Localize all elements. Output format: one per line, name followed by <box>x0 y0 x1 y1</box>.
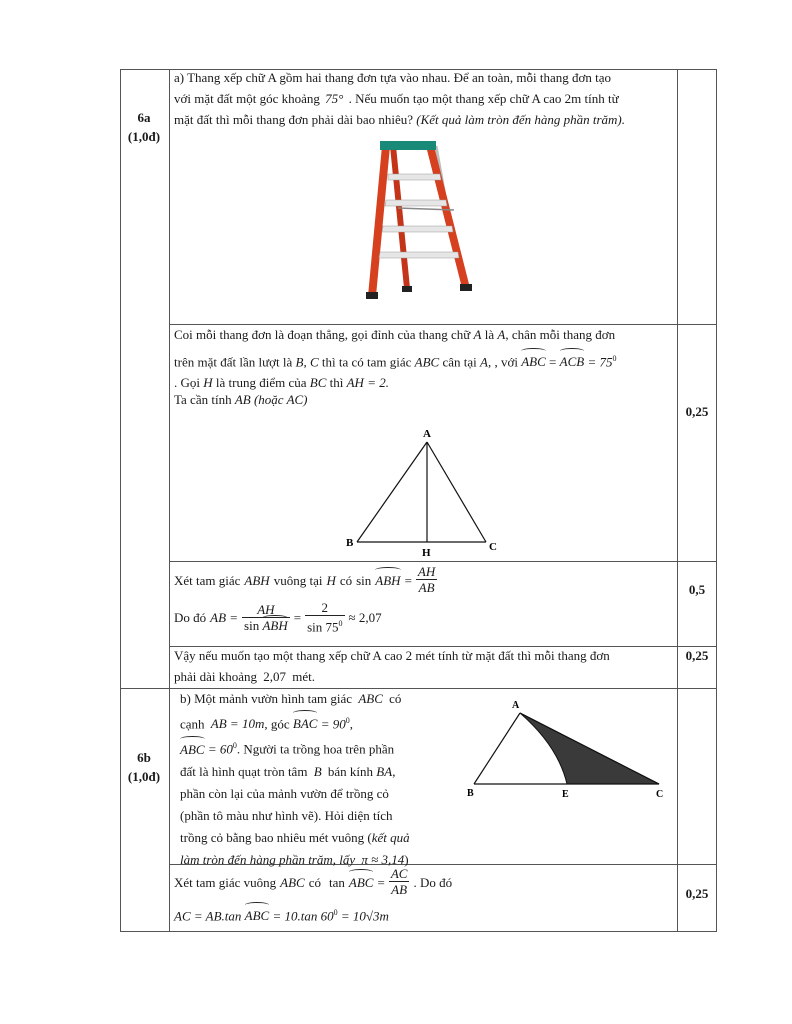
fig-c-label: C <box>656 789 664 800</box>
row-label-6b <box>120 748 168 786</box>
vertex-b-label: B <box>346 537 354 549</box>
bsol-den: AB <box>391 882 408 897</box>
bsol-t1: Xét tam giác vuông <box>174 874 277 890</box>
sol2-fraction-2 <box>242 602 290 634</box>
row-label-6b-id: 6b <box>137 750 151 765</box>
q-line-2 <box>174 88 674 109</box>
bsol-line-2: AC = AB.tan ABC = 10.tan $60^0 = 10√3m$ <box>174 902 674 926</box>
sol1-sym-BC: B, C <box>295 354 319 370</box>
sol2-AB: AB = <box>210 610 239 626</box>
bsol-l2a: AC = AB.tan <box>174 908 242 924</box>
point-h-label: H <box>422 547 431 559</box>
sol2-fraction-3 <box>305 600 344 635</box>
sol2-eq2: = <box>293 610 302 626</box>
part-a-question <box>174 67 674 130</box>
sol1-t9: thì <box>329 375 344 391</box>
b-line-8: làm tròn đến hàng phần trăm, lấy π ≈ 3,14) <box>180 851 409 867</box>
sol2-fraction <box>416 564 437 596</box>
b-line-3: ABC = $60^0$. Người ta trồng hoa trên phần <box>180 735 460 760</box>
sol2-num2: AH <box>242 602 290 618</box>
sol1-t3: trên mặt đất lần lượt là <box>174 354 293 370</box>
table-border-bottom <box>120 931 717 932</box>
sol1-line-2: trên mặt đất lần lượt là B, C thì ta có tam giác ABC cân tại A, , với ABC = ACB = $75^0$ <box>174 348 674 372</box>
part-b-question <box>180 688 460 871</box>
sol2-den3: $\sin 75^0$ <box>307 619 343 635</box>
sol1-t10: Ta cần tính <box>174 392 232 408</box>
sol2-eq: = <box>404 572 412 588</box>
sol1-sym-BC2: BC <box>309 375 327 391</box>
q-line-3-italic: (Kết quả làm tròn đến hàng phần trăm). <box>416 112 625 127</box>
sol1-sym-A2: A <box>497 327 506 342</box>
row-label-6a-points: (1,0đ) <box>127 129 161 144</box>
part-a-conclusion <box>174 645 674 687</box>
b-line-6: (phần tô màu như hình vẽ). Hỏi diện tích <box>180 807 393 823</box>
score-b-1: 0,25 <box>685 886 709 901</box>
bsol-num: AC <box>390 866 408 881</box>
concl-val: 2,07 <box>263 669 287 684</box>
sol1-line-1 <box>174 324 674 345</box>
row-label-6b-points: (1,0đ) <box>127 769 161 784</box>
sol1-t4: thì ta có tam giác <box>321 354 412 370</box>
q-line-3 <box>174 109 674 130</box>
b-B: B <box>313 763 322 779</box>
sol2-den2-sin: sin <box>244 617 260 633</box>
part-a-solution-2 <box>174 564 674 635</box>
sol2-num3: 2 <box>305 600 344 616</box>
fig-a-label: A <box>512 700 520 711</box>
sol2-t4: Do đó <box>174 610 207 626</box>
b-bac: BAC <box>293 713 318 735</box>
b-BA: BA <box>376 763 393 779</box>
bsol-ang: ABC <box>349 872 374 893</box>
side-ab <box>357 442 427 542</box>
col-line-1 <box>169 69 170 932</box>
sol1-angle-abc: ABC <box>521 351 546 372</box>
fig-b-label: B <box>467 788 474 799</box>
b-q7: trồng cỏ bằng bao nhiêu mét vuông ( <box>180 829 372 845</box>
sol2-tri: ABH <box>244 572 270 588</box>
sol2-num: AH <box>417 564 436 579</box>
part-a-solution-1 <box>174 324 674 410</box>
sol2-H: H <box>326 572 336 588</box>
b-q2a: cạnh <box>180 716 205 732</box>
side-ac <box>427 442 486 542</box>
ladder-image <box>358 138 480 300</box>
sol1-sym-H: H <box>203 375 213 391</box>
score-a-2: 0,5 <box>688 582 706 597</box>
sol2-angle-abh: ABH <box>375 570 400 591</box>
concl-t2: mét. <box>292 669 316 684</box>
b-q1b: có <box>389 691 402 706</box>
sol1-t6: , với <box>494 354 518 370</box>
b-abc-ang: ABC <box>180 739 205 761</box>
sector-figure <box>462 696 672 806</box>
sol1-eq75: = 75 <box>587 354 613 370</box>
sol1-t0: Coi mỗi thang đơn là đoạn thẳng, gọi đỉnh của thang chữ <box>174 327 471 342</box>
row-label-6a <box>120 108 168 146</box>
bsol-tan: tan <box>329 874 345 890</box>
sol1-angle-acb: ACB <box>560 351 585 372</box>
sol1-t5: cân tại <box>442 354 477 370</box>
vertex-a-label: A <box>423 428 431 440</box>
sol2-approx: ≈ 2,07 <box>348 610 382 626</box>
sol2-t2: vuông tại <box>273 572 323 588</box>
vertex-c-label: C <box>489 541 497 553</box>
sol1-t2: , chân mỗi thang đơn <box>505 327 616 342</box>
b-abc: ABC <box>358 691 383 706</box>
q-line-2-text-b: . Nếu muốn tạo một thang xếp chữ A cao 2m tính từ <box>348 91 619 106</box>
b-line-4: đất là hình quạt tròn tâm B bán kính BA, <box>180 763 396 779</box>
side-ba <box>474 713 520 784</box>
sol1-sym-ABC: ABC <box>414 354 440 370</box>
sol1-sym-A3: A, <box>480 354 492 370</box>
sol1-t7: . Gọi <box>174 375 200 391</box>
q-line-3-text: mặt đất thì mỗi thang đơn phải dài bao nhiêu? <box>174 112 414 127</box>
b-q8i: làm tròn đến hàng phần trăm, lấy <box>180 851 356 867</box>
sol1-sym-AB: AB (hoặc AC) <box>234 392 308 408</box>
bsol-l2c: = 10.tan 60 <box>272 908 334 924</box>
sol1-line-4 <box>174 389 674 410</box>
sol1-deg: 0 <box>612 354 617 363</box>
part-b-solution <box>174 866 674 926</box>
concl-line-1: Vậy nếu muốn tạo một thang xếp chữ A cao 2 mét tính từ mặt đất thì mỗi thang đơn <box>174 648 610 663</box>
concl-line-2 <box>174 666 674 687</box>
bsol-line-1: Xét tam giác vuông ABC có tan ABC = $\frac{AC}{AB}$ . Do đó <box>174 866 453 897</box>
sol1-sym-AH2: AH = 2. <box>346 375 389 391</box>
b-q1: b) Một mảnh vườn hình tam giác <box>180 691 353 706</box>
sol1-t8: là trung điểm của <box>215 375 307 391</box>
col-line-right <box>716 69 717 932</box>
bsol-abc: ABC <box>280 874 305 890</box>
b-line-2: cạnh AB = 10m, góc BAC = $90^0$, <box>180 710 460 735</box>
q-angle: 75° <box>325 91 344 106</box>
fig-e-label: E <box>562 789 569 800</box>
bsol-t3: . Do đó <box>413 874 453 890</box>
b-q3b: . Người ta trồng hoa trên phần <box>236 741 395 757</box>
sol2-t1: Xét tam giác <box>174 572 241 588</box>
bsol-t2: có <box>308 874 322 890</box>
bsol-fraction <box>389 866 410 898</box>
b-line-5: phần còn lại của mảnh vườn để trồng cỏ <box>180 785 389 801</box>
b-q4b: bán kính <box>327 763 374 779</box>
triangle-abh-figure <box>340 424 510 564</box>
b-q4: đất là hình quạt tròn tâm <box>180 763 308 779</box>
sol1-sym-A: A <box>473 327 482 342</box>
col-line-left <box>120 69 121 932</box>
row-label-6a-id: 6a <box>137 110 151 125</box>
q-line-1: a) Thang xếp chữ A gồm hai thang đơn tựa vào nhau. Để an toàn, mỗi thang đơn tạo <box>174 70 612 85</box>
b-line-7 <box>180 827 460 849</box>
b-eq60: = 60 <box>207 741 233 757</box>
b-eq90: = 90 <box>320 716 346 732</box>
sol2-den2 <box>242 618 290 634</box>
col-line-2 <box>677 69 678 932</box>
sol2-line-2 <box>174 600 674 635</box>
b-q7i: kết quả <box>371 829 410 845</box>
bsol-l2d: = 10√3m <box>340 908 389 924</box>
sol2-t3: có <box>339 572 353 588</box>
bsol-l2b: ABC <box>245 905 270 926</box>
b-q2b: , góc <box>264 716 290 732</box>
sol2-sin: sin <box>356 572 372 588</box>
b-pi: π ≈ 3,14 <box>361 851 405 867</box>
b-line-1 <box>180 688 460 710</box>
score-a-3: 0,25 <box>685 648 709 663</box>
sol2-line-1 <box>174 564 674 596</box>
score-a-1: 0,25 <box>685 404 709 419</box>
sol2-den: AB <box>418 580 435 595</box>
b-ab10: AB = 10m <box>210 716 265 732</box>
q-line-2-text: với mặt đất một góc khoảng <box>174 91 320 106</box>
concl-t1: phải dài khoảng <box>174 669 258 684</box>
sol2-den2-ang: ABH <box>262 617 288 633</box>
sol1-t1: là <box>484 327 495 342</box>
